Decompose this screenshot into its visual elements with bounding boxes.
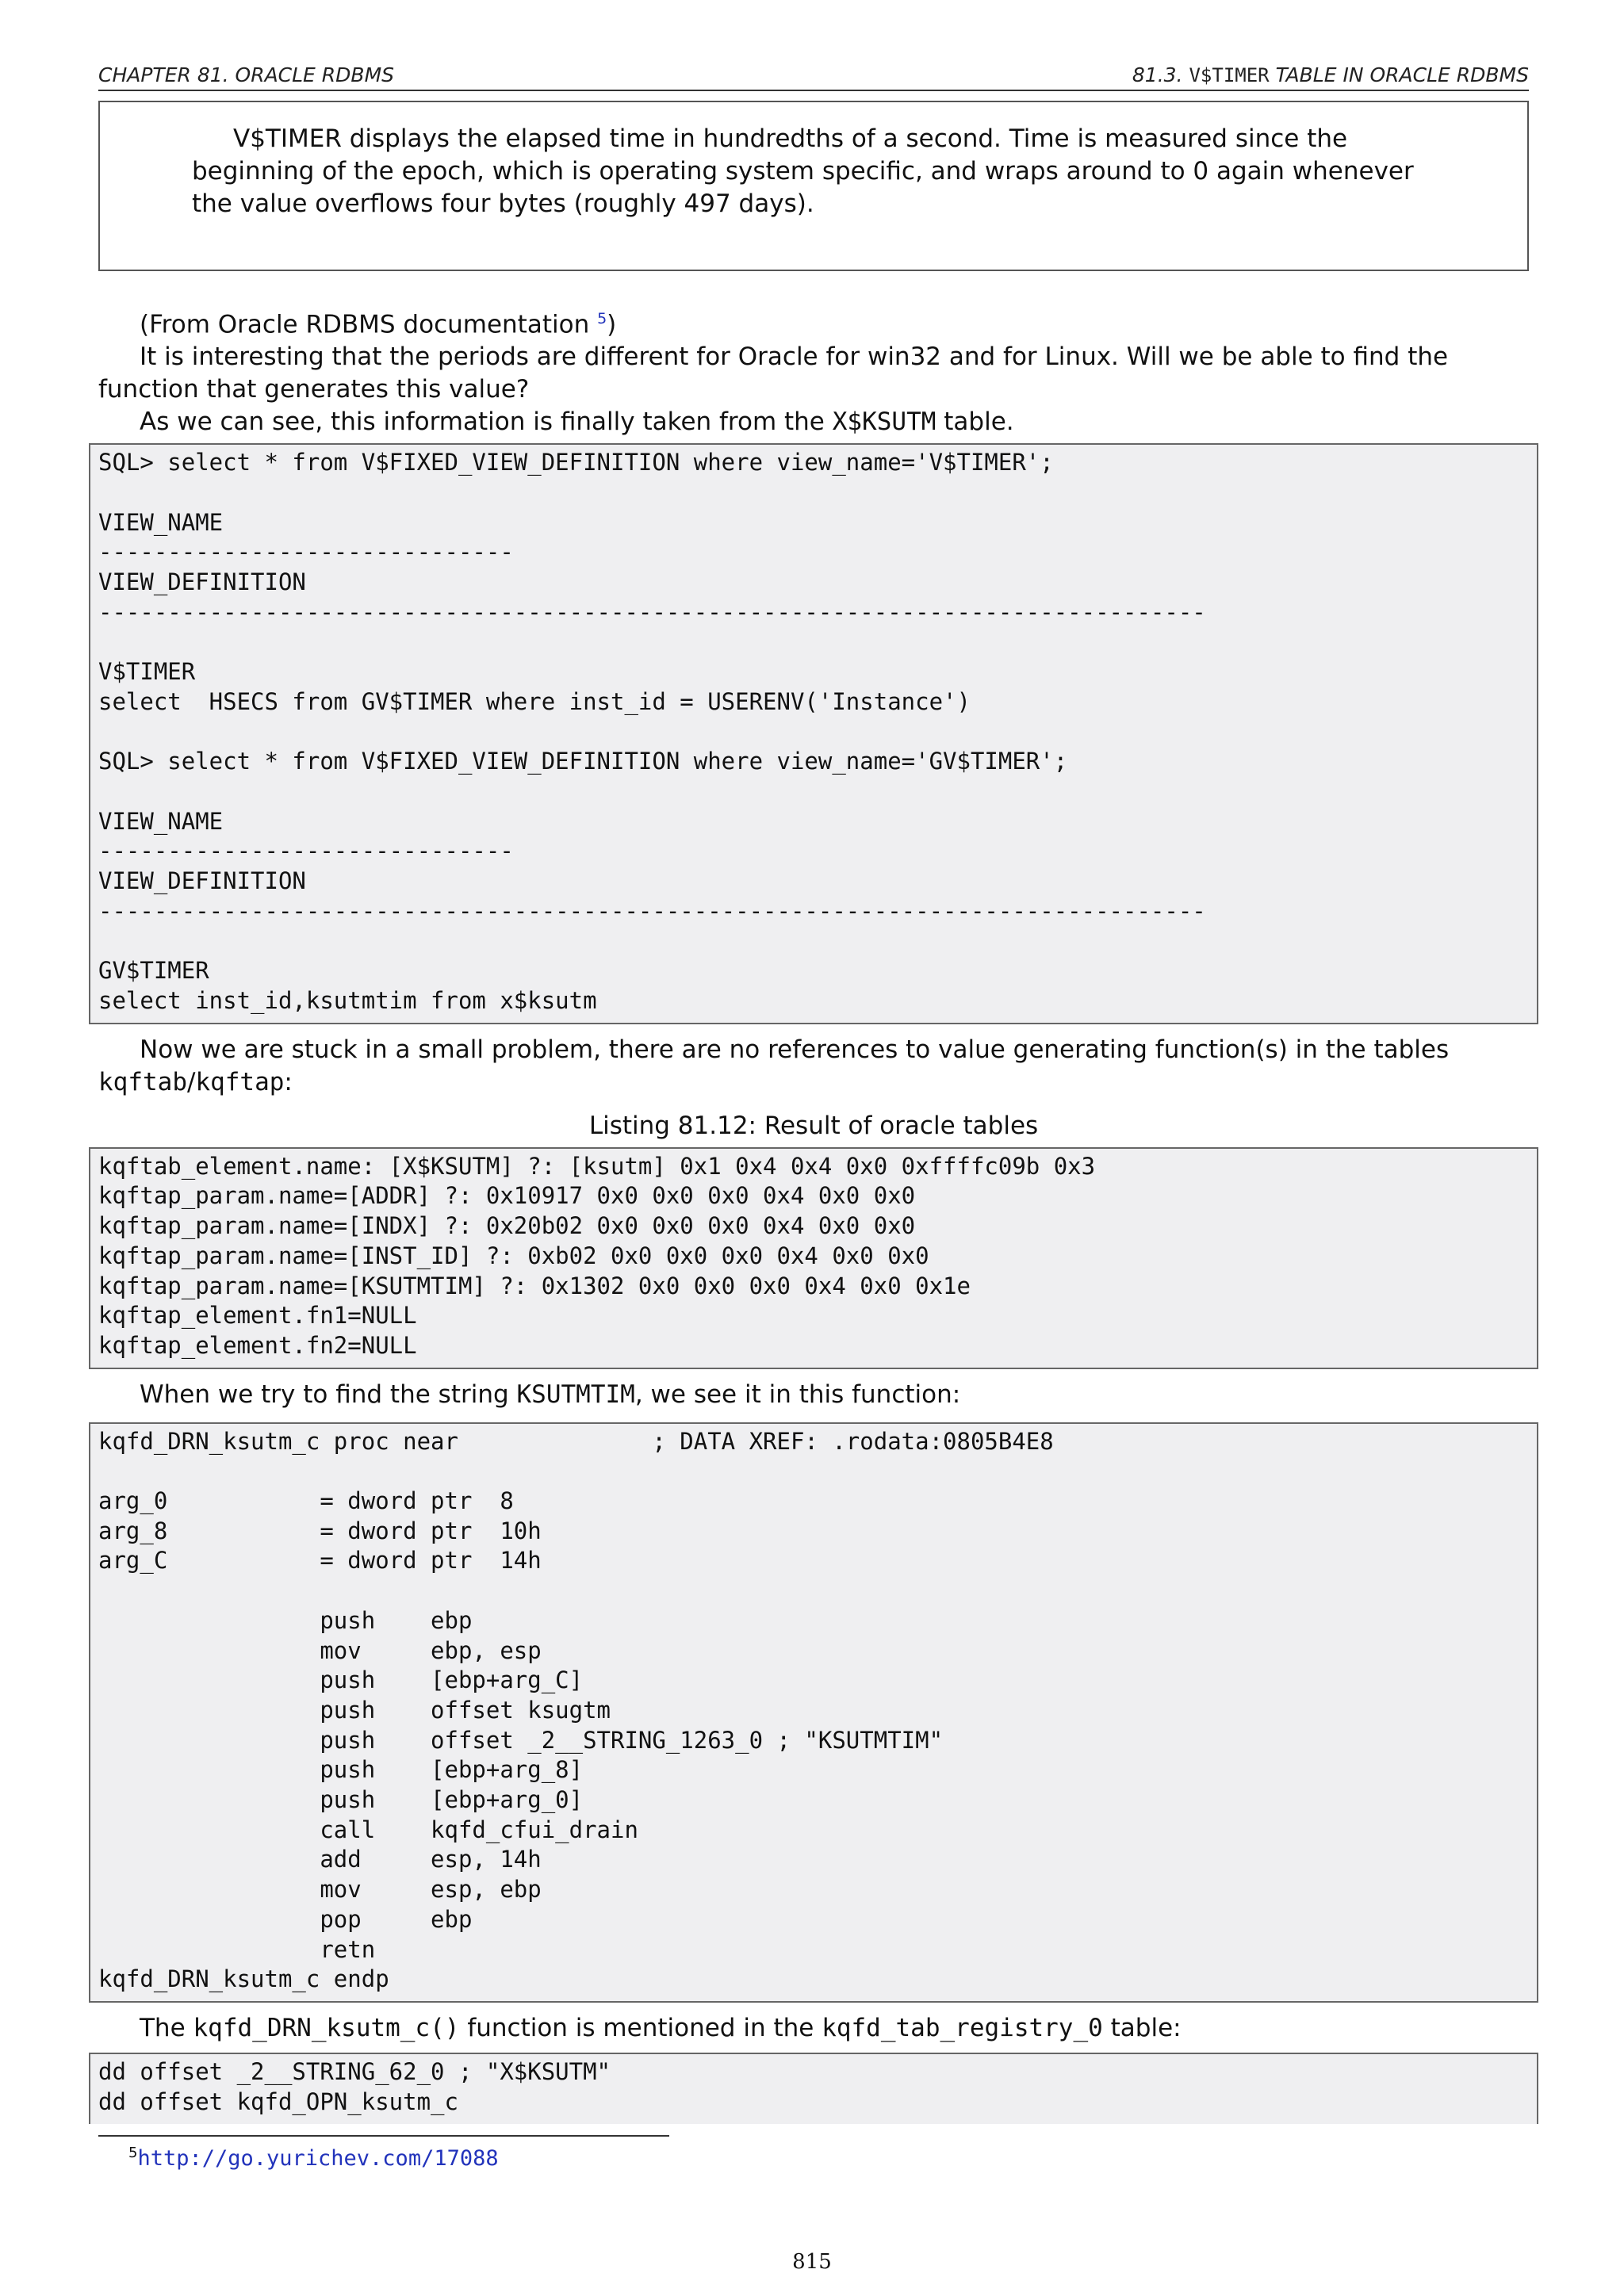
inline-code-x-ksutm: X$KSUTM <box>832 408 936 437</box>
para6-text-middle: function is mentioned in the <box>459 2013 822 2042</box>
para6-text-before: The <box>140 2013 193 2042</box>
inline-code-ksutmtim: KSUTMTIM <box>516 1380 635 1409</box>
inline-code-kqfd-tab-registry: kqfd_tab_registry_0 <box>822 2013 1103 2042</box>
source-text: (From Oracle RDBMS documentation <box>140 310 598 339</box>
code-block-oracle-tables: kqftab_element.name: [X$KSUTM] ?: [ksutm] 0x1 0x4 0x4 0x0 0xffffc09b 0x3 kqftap_param.name=[ADDR] ?: 0x10917 0x0 0x0 0x0 0x4 0x0 0x0 kqftap_param.name=[INDX] ?: 0x20b02 0x0 0x0 0x0 0x4 0x0 0x0 kqftap_param.name=[INST_ID] ?: 0xb02 0x0 0x0 0x0 0x4 0x0 0x0 kqftap_param.name=[KSUTMTIM] ?: 0x1302 0x0 0x0 0x0 0x4 0x0 0x1e kqftap_element.fn1=NULL kqftap_element.fn2=NULL <box>89 1147 1538 1369</box>
footnote-number: 5 <box>128 2144 138 2161</box>
header-section-title: TABLE IN ORACLE RDBMS <box>1275 63 1529 86</box>
paragraph-finally-taken <box>98 406 1529 438</box>
code-block-registry-offsets: dd offset _2__STRING_62_0 ; "X$KSUTM" dd offset kqfd_OPN_ksutm_c <box>89 2053 1538 2124</box>
listing-caption: Listing 81.12: Result of oracle tables <box>588 1111 1039 1140</box>
header-section-code: V$TIMER <box>1189 64 1270 86</box>
para4-text-before: Now we are stuck in a small problem, there are no references to value generating function(s) in the tables <box>140 1035 1450 1064</box>
header-section <box>1132 63 1529 86</box>
paragraph-source <box>98 303 1529 341</box>
header-chapter: CHAPTER 81. ORACLE RDBMS <box>98 63 395 86</box>
paragraph-stuck <box>98 1034 1529 1099</box>
code-block-assembly-function: kqfd_DRN_ksutm_c proc near ; DATA XREF: .rodata:0805B4E8 arg_0 = dword ptr 8 arg_8 = dword ptr 10h arg_C = dword ptr 14h push ebp mov ebp, esp push [ebp+arg_C] push offset ksugtm push offset _2__STRING_1263_0 ; "KSUTMTIM" push [ebp+arg_8] push [ebp+arg_0] call kqfd_cfui_drain add esp, 14h mov esp, ebp pop ebp retn kqfd_DRN_ksutm_c endp <box>89 1422 1538 2003</box>
footnote-link[interactable]: http://go.yurichev.com/17088 <box>137 2145 499 2171</box>
inline-code-kqftab: kqftab <box>98 1067 187 1096</box>
paragraph-registry <box>98 2012 1529 2045</box>
page-content <box>98 63 1529 2171</box>
quote-text: V$TIMER displays the elapsed time in hundredths of a second. Time is measured since the beginning of the epoch, which is operating system specific, and wraps around to 0 again whenever the value overflows four bytes (roughly 497 days). <box>192 124 1414 218</box>
para6-text-after: table: <box>1102 2013 1182 2042</box>
footnote-5 <box>128 2145 1529 2171</box>
paragraph-periods: It is interesting that the periods are different for Oracle for win32 and for Linux. Will we be able to find the function that generates this value? <box>98 342 1449 404</box>
page-number: 815 <box>792 2250 832 2274</box>
running-header <box>98 63 1529 91</box>
footnote-mark-5[interactable]: 5 <box>597 310 607 327</box>
source-close: ) <box>607 310 617 339</box>
code-block-sql-view-definitions: SQL> select * from V$FIXED_VIEW_DEFINITION where view_name='V$TIMER'; VIEW_NAME ------------------------------ VIEW_DEFINITION -------------------------------------------------------------------------------- V$TIMER select HSECS from GV$TIMER where inst_id = USERENV('Instance') SQL> select * from V$FIXED_VIEW_DEFINITION where view_name='GV$TIMER'; VIEW_NAME ------------------------------ VIEW_DEFINITION -------------------------------------------------------------------------------- GV$TIMER select inst_id,ksutmtim from x$ksutm <box>89 443 1538 1024</box>
header-section-number: 81.3. <box>1132 63 1183 86</box>
para5-text-before: When we try to find the string <box>140 1380 517 1409</box>
para4-separator: / <box>186 1067 196 1096</box>
inline-code-kqftap: kqftap <box>195 1067 285 1096</box>
para3-text-after: table. <box>936 408 1014 437</box>
paragraph-find-string <box>98 1379 1529 1411</box>
inline-code-kqfd-drn-ksutm-c: kqfd_DRN_ksutm_c() <box>193 2013 460 2042</box>
documentation-quote <box>98 101 1529 271</box>
para3-text-before: As we can see, this information is finally taken from the <box>140 408 833 437</box>
para4-text-after: : <box>284 1067 293 1096</box>
footnote-divider <box>98 2135 669 2137</box>
para5-text-after: , we see it in this function: <box>634 1380 961 1409</box>
